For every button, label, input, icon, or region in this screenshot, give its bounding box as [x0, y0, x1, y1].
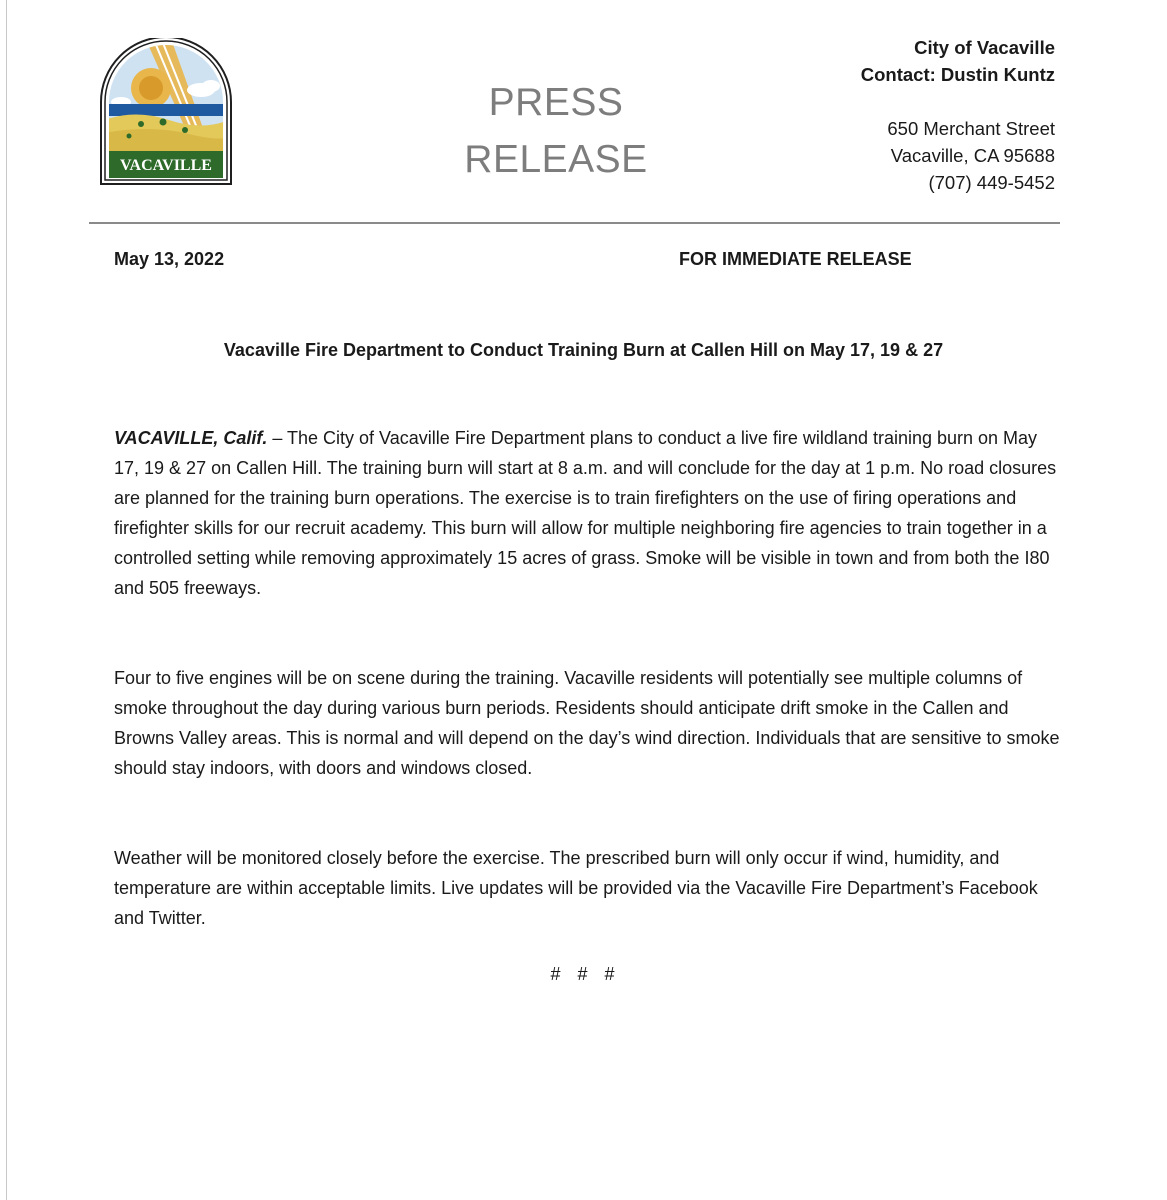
release-type: FOR IMMEDIATE RELEASE	[679, 249, 912, 269]
logo-text: VACAVILLE	[120, 157, 212, 174]
paragraph-2: Four to five engines will be on scene during the training. Vacaville residents will potentially see multiple columns of smoke throughout the day during various burn periods. Residents should anticipate drift smoke in the Callen and Browns Valley areas. This is normal and will depend on the day’s wind direction. Individuals that are sensitive to smoke should stay indoors, with doors and windows closed.	[114, 668, 1060, 778]
contact-block	[861, 34, 1055, 196]
page-edge	[6, 0, 7, 1200]
end-mark: # # #	[550, 964, 621, 984]
paragraph-3: Weather will be monitored closely before the exercise. The prescribed burn will only occur if wind, humidity, and temperature are within acceptable limits. Live updates will be provided via the Vacaville Fire Department’s Facebook and Twitter.	[114, 848, 1038, 928]
dateline: VACAVILLE, Calif.	[114, 428, 268, 448]
contact-name: Contact: Dustin Kuntz	[860, 64, 1055, 85]
press-release-title	[440, 74, 672, 188]
city-logo	[99, 38, 233, 186]
header-divider	[89, 222, 1060, 224]
headline: Vacaville Fire Department to Conduct Training Burn at Callen Hill on May 17, 19 & 27	[223, 340, 944, 360]
release-date: May 13, 2022	[114, 249, 225, 269]
contact-spacer	[861, 88, 1055, 115]
city-state-zip: Vacaville, CA 95688	[890, 145, 1055, 166]
title-line-1: PRESS	[488, 81, 624, 124]
paragraph-1	[114, 423, 1060, 603]
phone-number: (707) 449-5452	[928, 172, 1055, 193]
street-address: 650 Merchant Street	[887, 118, 1055, 139]
title-line-2: RELEASE	[464, 138, 648, 181]
organization-name: City of Vacaville	[914, 37, 1055, 58]
paragraph-1-text: – The City of Vacaville Fire Department plans to conduct a live fire wildland training burn on May 17, 19 & 27 on Callen Hill. The training burn will start at 8 a.m. and will conclude for the day at 1 p.m. No road closures are planned for the training burn operations. The exercise is to train firefighters on the use of firing operations and firefighter skills for our recruit academy. This burn will allow for multiple neighboring fire agencies to train together in a controlled setting while removing approximately 15 acres of grass. Smoke will be visible in town and from both the I80 and 505 freeways.	[114, 428, 1057, 598]
